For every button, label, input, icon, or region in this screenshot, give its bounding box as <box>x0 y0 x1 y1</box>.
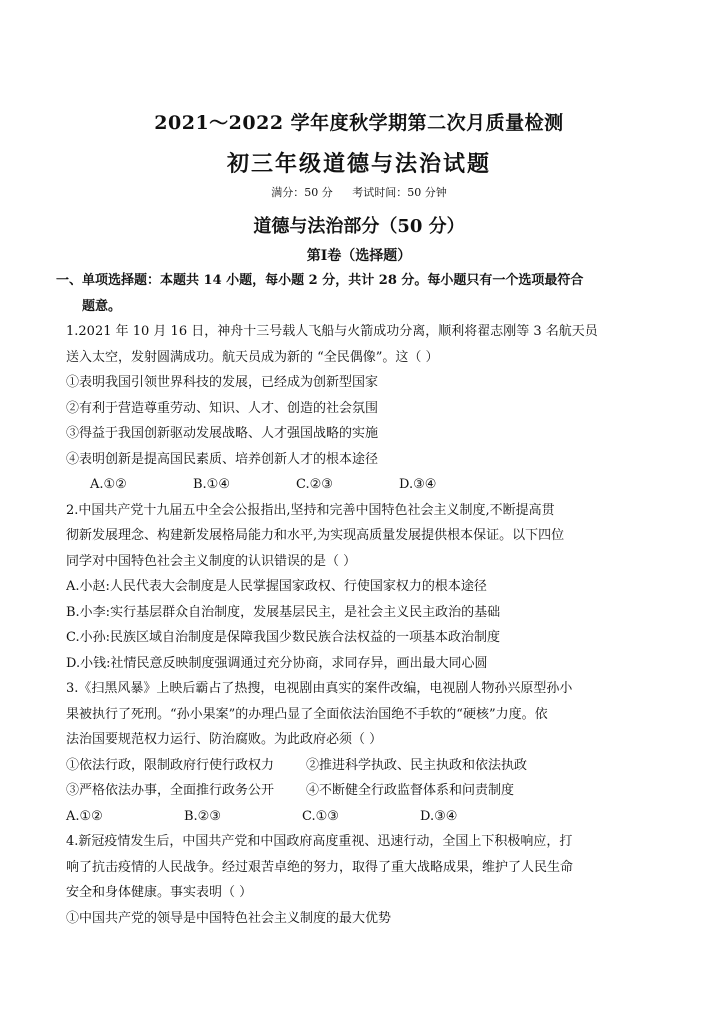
q2-stem-line-3: 同学对中国特色社会主义制度的认识错误的是（ ） <box>66 553 357 569</box>
q1-option-d: D.③④ <box>399 477 437 492</box>
instructions-line-1 <box>56 268 656 294</box>
q1-option-a: A.①② <box>90 477 127 492</box>
q2-option-d: D.小钱:社情民意反映制度强调通过充分协商，求同存异，画出最大同心圆 <box>66 655 488 671</box>
q1-stem-line-1: 1.2021 年 10 月 16 日，神舟十三号载人飞船与火箭成功分离，顺利将翟志刚等 3 名航天员 <box>66 324 598 339</box>
q3-options <box>66 804 656 830</box>
q3-item-2: ②推进科学执政、民主执政和依法执政 <box>306 757 528 773</box>
q2-option-a: A.小赵:人民代表大会制度是人民掌握国家政权、行使国家权力的根本途径 <box>66 579 487 594</box>
volume-title: 第Ⅰ卷（选择题） <box>306 248 412 264</box>
section-title: 道德与法治部分（50 分） <box>253 216 465 237</box>
exam-meta <box>0 184 718 200</box>
exam-subtitle: 初三年级道德与法治试题 <box>226 151 491 177</box>
q3-item-4: ④不断健全行政监督体系和问责制度 <box>306 783 515 798</box>
exam-title: 2021～2022 学年度秋学期第二次月质量检测 <box>154 112 564 134</box>
q2-option-c: C.小孙:民族区域自治制度是保障我国少数民族合法权益的一项基本政治制度 <box>66 630 500 645</box>
q4-item-1: ①中国共产党的领导是中国特色社会主义制度的最大优势 <box>66 910 392 926</box>
q3-option-c: C.①③ <box>302 808 339 824</box>
q2-option-b: B.小李:实行基层群众自治制度，发展基层民主，是社会主义民主政治的基础 <box>66 604 501 620</box>
exam-body <box>56 268 656 931</box>
q1-item-3: ③得益于我国创新驱动发展战略、人才强国战略的实施 <box>66 426 379 441</box>
q1-item-1: ①表明我国引领世界科技的发展，已经成为创新型国家 <box>66 375 379 390</box>
q2-stem-line-1: 2.中国共产党十九届五中全会公报指出,坚持和完善中国特色社会主义制度,不断提高贯 <box>66 502 555 518</box>
q3-option-a: A.①② <box>66 808 103 824</box>
instructions-text: 本题共 14 小题，每小题 2 分，共计 28 分。每小题只有一个选项最符合 <box>160 273 584 288</box>
q4-stem-line-2: 响了抗击疫情的人民战争。经过艰苦卓绝的努力，取得了重大战略成果，维护了人民生命 <box>66 859 574 875</box>
q1-option-b: B.①④ <box>193 477 230 492</box>
q3-option-d: D.③④ <box>420 808 458 824</box>
time-info: 考试时间：50 分钟 <box>352 186 447 199</box>
q3-items-row-1 <box>66 753 656 779</box>
q3-stem-line-3: 法治国要规范权力运行、防治腐败。为此政府必须（ ） <box>66 732 383 747</box>
q1-item-4: ④表明创新是提高国民素质、培养创新人才的根本途径 <box>66 451 379 467</box>
q1-options <box>66 472 656 498</box>
q3-option-b: B.②③ <box>184 808 221 824</box>
q1-stem-line-2: 送入太空，发射圆满成功。航天员成为新的 “全民偶像”。这（ ） <box>66 349 439 365</box>
score-info: 满分：50 分 <box>271 186 333 199</box>
q4-stem-line-1: 4.新冠疫情发生后，中国共产党和中国政府高度重视、迅速行动，全国上下积极响应，打 <box>66 834 573 849</box>
q3-stem-line-1: 3.《扫黑风暴》上映后霸占了热搜，电视剧由真实的案件改编，电视剧人物孙兴原型孙小 <box>66 681 573 696</box>
q2-stem-line-2: 彻新发展理念、构建新发展格局能力和水平,为实现高质量发展提供根本保证。以下四位 <box>66 528 565 543</box>
q1-option-c: C.②③ <box>296 477 333 492</box>
instructions-heading: 一、单项选择题： <box>56 273 161 288</box>
q4-stem-line-3: 安全和身体健康。事实表明（ ） <box>66 885 253 900</box>
q3-stem-line-2: 果被执行了死刑。“孙小果案”的办理凸显了全面依法治国绝不手软的“硬核”力度。依 <box>66 706 548 722</box>
q3-items-row-2 <box>66 778 656 804</box>
q3-item-3: ③严格依法办事，全面推行政务公开 <box>66 783 275 798</box>
instructions-line-2: 题意。 <box>82 298 122 314</box>
q1-item-2: ②有利于营造尊重劳动、知识、人才、创造的社会氛围 <box>66 400 379 416</box>
q3-item-1: ①依法行政，限制政府行使行政权力 <box>66 757 275 773</box>
